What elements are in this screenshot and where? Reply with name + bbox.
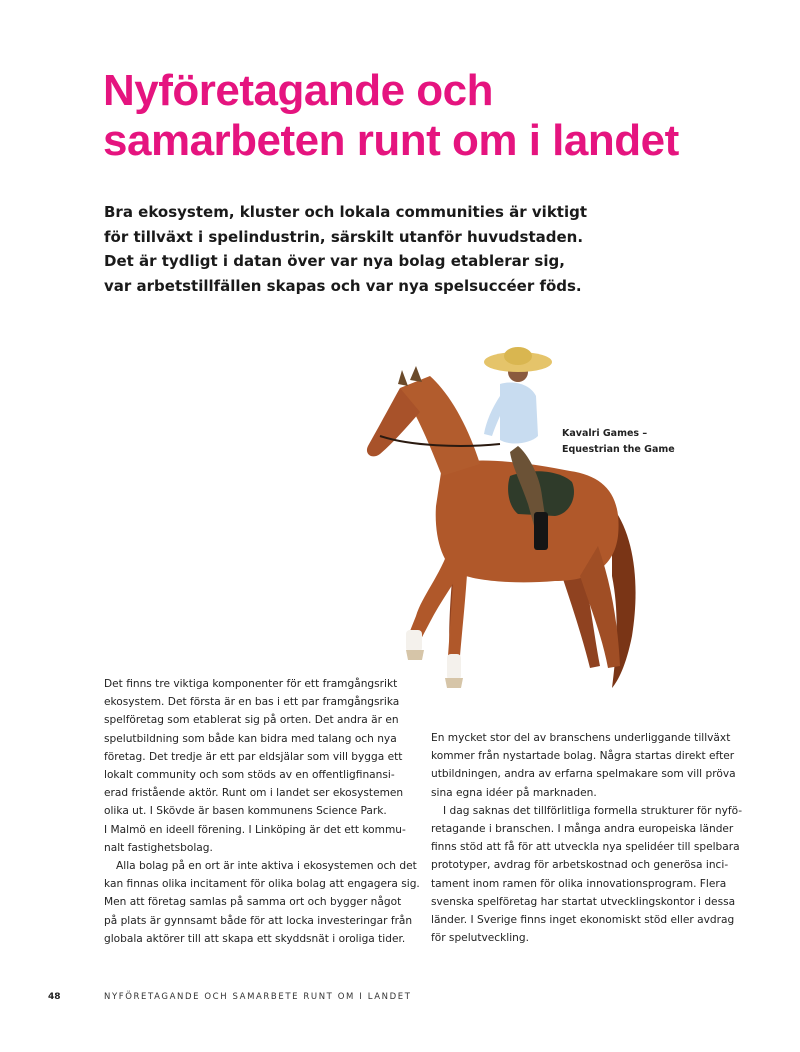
body-line: I Malmö en ideell förening. I Linköping är det ett kommu-	[104, 823, 406, 836]
body-line: utbildningen, andra av erfarna spelmakare som vill pröva	[431, 768, 736, 781]
page-number: 48	[48, 992, 61, 1002]
body-line: retagande i branschen. I många andra europeiska länder	[431, 823, 734, 836]
body-line: prototyper, avdrag för arbetskostnad och generösa inci-	[431, 859, 729, 872]
body-line: sina egna idéer på marknaden.	[431, 786, 597, 799]
body-line: I dag saknas det tillförlitliga formella strukturer för nyfö-	[443, 804, 743, 817]
body-line: Men att företag samlas på samma ort och bygger något	[104, 896, 402, 909]
body-line: tament inom ramen för olika innovationsprogram. Flera	[431, 877, 727, 890]
lead-line: Det är tydligt i datan över var nya bolag etablerar sig,	[104, 252, 565, 270]
horse-hoof	[406, 650, 424, 660]
rider-boot	[534, 512, 548, 550]
body-line: Det finns tre viktiga komponenter för ett framgångsrikt	[104, 678, 398, 690]
body-column-right	[431, 729, 743, 947]
body-column-left	[104, 675, 420, 948]
image-caption	[562, 426, 702, 458]
horse-sock	[447, 654, 461, 680]
body-line: finns stöd att få för att utveckla nya spelidéer till spelbara	[431, 841, 740, 854]
body-line: svenska spelföretag har startat utvecklingskontor i dessa	[431, 895, 736, 908]
lead-line: för tillväxt i spelindustrin, särskilt utanför huvudstaden.	[104, 227, 584, 246]
caption-line: Equestrian the Game	[562, 444, 675, 455]
body-line: olika ut. I Skövde är basen kommunens Science Park.	[104, 805, 387, 818]
horse-ear	[410, 366, 422, 382]
horse-neck	[400, 376, 480, 476]
body-line: ekosystem. Det första är en bas i ett par framgångsrika	[104, 696, 400, 709]
body-line: spelutbildning som både kan bidra med talang och nya	[104, 732, 397, 745]
body-line: Alla bolag på en ort är inte aktiva i ekosystemen och det	[116, 860, 417, 873]
title-line-2: samarbeten runt om i landet	[103, 116, 679, 165]
lead-line: var arbetstillfällen skapas och var nya spelsuccéer föds.	[104, 276, 582, 295]
page-title	[103, 66, 743, 166]
lead-line: Bra ekosystem, kluster och lokala communities är viktigt	[104, 203, 588, 221]
horse-rider-illustration	[350, 336, 650, 696]
body-line: på plats är gynnsamt både för att locka investeringar från	[104, 914, 413, 927]
body-line: kan finnas olika incitament för olika bolag att engagera sig.	[104, 878, 420, 891]
horse-hoof	[445, 678, 463, 688]
caption-line: Kavalri Games –	[562, 428, 648, 439]
body-line: lokalt community och som stöds av en offentligfinansi-	[104, 769, 395, 782]
body-line: för spelutveckling.	[431, 932, 529, 945]
body-line: spelföretag som etablerat sig på orten. Det andra är en	[104, 714, 399, 727]
rider-torso	[500, 383, 538, 444]
title-line-1: Nyföretagande och	[103, 66, 494, 115]
body-line: företag. Det tredje är ett par eldsjälar som vill bygga ett	[104, 750, 403, 763]
body-line: länder. I Sverige finns inget ekonomiskt stöd eller avdrag	[431, 914, 735, 927]
horse-ear	[398, 370, 408, 386]
lead-paragraph	[104, 200, 588, 298]
body-line: erad fristående aktör. Runt om i landet ser ekosystemen	[104, 787, 404, 800]
horse-sock	[406, 630, 422, 652]
body-line: globala aktörer till att skapa ett skyddsnät i oroliga tider.	[104, 932, 406, 945]
rider-hat-crown	[504, 347, 532, 365]
body-line: En mycket stor del av branschens underliggande tillväxt	[431, 732, 731, 744]
body-line: kommer från nystartade bolag. Några startas direkt efter	[431, 750, 735, 763]
body-line: nalt fastighetsbolag.	[104, 841, 213, 854]
running-footer-title: NYFÖRETAGANDE OCH SAMARBETE RUNT OM I LANDET	[104, 992, 412, 1002]
